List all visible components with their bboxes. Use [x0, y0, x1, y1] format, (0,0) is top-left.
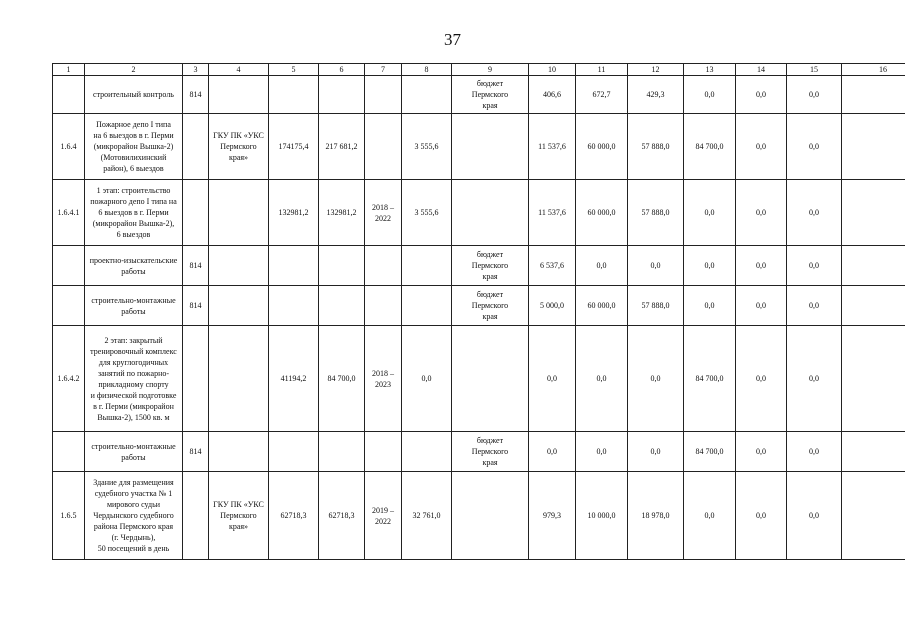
table-cell: 0,0 — [736, 432, 787, 472]
table-cell: 814 — [183, 432, 209, 472]
table-cell: 84 700,0 — [684, 326, 736, 432]
table-row — [53, 180, 905, 246]
table-cell — [452, 326, 529, 432]
table-cell — [402, 432, 452, 472]
table-cell: 0,0 — [787, 326, 842, 432]
table-cell — [842, 286, 905, 326]
table-cell: 2 этап: закрытый тренировочный комплекс для круглогодичных занятий по пожарно- прикладному спорту и физической подготовке в г. Перми (микрорайон Вышка-2), 1500 кв. м — [85, 326, 183, 432]
table-cell — [452, 180, 529, 246]
table-row — [53, 114, 905, 180]
column-header: 14 — [736, 64, 787, 76]
table-cell: 2018 – 2023 — [365, 326, 402, 432]
table-cell: 1.6.5 — [53, 472, 85, 560]
table-cell — [183, 180, 209, 246]
table-cell — [183, 114, 209, 180]
table-cell — [53, 76, 85, 114]
table-cell: 0,0 — [736, 326, 787, 432]
table-cell: 57 888,0 — [628, 114, 684, 180]
table-cell: 1 этап: строительство пожарного депо I типа на 6 выездов в г. Перми (микрорайон Вышка-2), 6 выездов — [85, 180, 183, 246]
table-cell — [319, 246, 365, 286]
table-cell: 2019 – 2022 — [365, 472, 402, 560]
table-cell: 3 555,6 — [402, 114, 452, 180]
table-cell: 0,0 — [736, 246, 787, 286]
table-cell — [269, 246, 319, 286]
column-header: 4 — [209, 64, 269, 76]
table-cell — [365, 76, 402, 114]
column-header: 1 — [53, 64, 85, 76]
table-cell: 0,0 — [787, 286, 842, 326]
table-cell — [183, 326, 209, 432]
table-row — [53, 286, 905, 326]
table-cell: 0,0 — [684, 286, 736, 326]
table-cell — [319, 286, 365, 326]
table-cell: 0,0 — [576, 326, 628, 432]
table-cell — [402, 246, 452, 286]
table-cell: 0,0 — [684, 246, 736, 286]
table-cell — [209, 246, 269, 286]
table-cell: 0,0 — [787, 472, 842, 560]
column-header: 8 — [402, 64, 452, 76]
table-cell: 1.6.4.2 — [53, 326, 85, 432]
table-cell: 0,0 — [402, 326, 452, 432]
table-cell: 1.6.4.1 — [53, 180, 85, 246]
table-cell: 0,0 — [787, 246, 842, 286]
table-cell — [319, 76, 365, 114]
table-cell: строительно-монтажные работы — [85, 432, 183, 472]
table-cell: 0,0 — [529, 432, 576, 472]
table-cell: Здание для размещения судебного участка № 1 мирового судьи Чердынского судебного района Пермского края (г. Чердынь), 50 посещений в день — [85, 472, 183, 560]
table-cell: 132981,2 — [319, 180, 365, 246]
table-cell: 62718,3 — [269, 472, 319, 560]
table-cell — [402, 286, 452, 326]
table-cell: 0,0 — [628, 326, 684, 432]
table-cell — [842, 180, 905, 246]
table-row — [53, 246, 905, 286]
table-row — [53, 432, 905, 472]
table-cell — [209, 180, 269, 246]
column-header: 15 — [787, 64, 842, 76]
table-cell: 10 000,0 — [576, 472, 628, 560]
table-cell: 41194,2 — [269, 326, 319, 432]
column-header: 12 — [628, 64, 684, 76]
table-cell: 0,0 — [628, 246, 684, 286]
table-cell: строительно-монтажные работы — [85, 286, 183, 326]
table-cell: 0,0 — [736, 286, 787, 326]
table-row — [53, 326, 905, 432]
table-cell: 0,0 — [736, 180, 787, 246]
table-cell — [269, 432, 319, 472]
table-cell: 0,0 — [684, 180, 736, 246]
table-cell: 5 000,0 — [529, 286, 576, 326]
table-cell — [209, 76, 269, 114]
table-cell: бюджет Пермского края — [452, 286, 529, 326]
table-cell — [842, 432, 905, 472]
table-cell: 6 537,6 — [529, 246, 576, 286]
table-cell: 2018 – 2022 — [365, 180, 402, 246]
table-cell: бюджет Пермского края — [452, 76, 529, 114]
table-cell — [365, 432, 402, 472]
page-number: 37 — [444, 30, 461, 49]
column-header: 7 — [365, 64, 402, 76]
column-header: 3 — [183, 64, 209, 76]
column-header: 9 — [452, 64, 529, 76]
table-cell: 979,3 — [529, 472, 576, 560]
table-cell: 84 700,0 — [684, 114, 736, 180]
table-cell: 57 888,0 — [628, 286, 684, 326]
table-cell: 62718,3 — [319, 472, 365, 560]
table-cell — [209, 432, 269, 472]
table-cell: 0,0 — [787, 180, 842, 246]
table-cell: 0,0 — [529, 326, 576, 432]
table-cell: 11 537,6 — [529, 180, 576, 246]
table-cell: 0,0 — [684, 76, 736, 114]
table-cell: 57 888,0 — [628, 180, 684, 246]
table-cell — [269, 286, 319, 326]
table-cell: 0,0 — [736, 76, 787, 114]
table-cell: 18 978,0 — [628, 472, 684, 560]
table-cell — [452, 114, 529, 180]
table-cell: бюджет Пермского края — [452, 432, 529, 472]
table-cell: 0,0 — [576, 432, 628, 472]
table-cell: 60 000,0 — [576, 286, 628, 326]
table-row — [53, 76, 905, 114]
column-header: 13 — [684, 64, 736, 76]
table-cell — [365, 246, 402, 286]
table-cell — [183, 472, 209, 560]
table-cell — [53, 432, 85, 472]
table-cell — [842, 326, 905, 432]
table-cell — [319, 432, 365, 472]
table-cell: 11 537,6 — [529, 114, 576, 180]
table-cell — [53, 246, 85, 286]
budget-table — [52, 63, 905, 560]
column-header: 10 — [529, 64, 576, 76]
table-cell: 0,0 — [576, 246, 628, 286]
table-cell: 84 700,0 — [684, 432, 736, 472]
table-cell: 0,0 — [736, 114, 787, 180]
table-cell: 814 — [183, 246, 209, 286]
table-cell — [842, 246, 905, 286]
table-cell: 814 — [183, 286, 209, 326]
table-cell — [209, 326, 269, 432]
table-cell: 0,0 — [787, 114, 842, 180]
table-cell: 0,0 — [787, 76, 842, 114]
header-row — [53, 64, 905, 76]
table-body — [53, 76, 905, 560]
table-cell: 3 555,6 — [402, 180, 452, 246]
table-cell: ГКУ ПК «УКС Пермского края» — [209, 114, 269, 180]
table-cell: 0,0 — [684, 472, 736, 560]
table-cell: 0,0 — [628, 432, 684, 472]
table-cell: 0,0 — [787, 432, 842, 472]
column-header: 2 — [85, 64, 183, 76]
table-cell: 60 000,0 — [576, 180, 628, 246]
table-cell: 132981,2 — [269, 180, 319, 246]
table-cell: строительный контроль — [85, 76, 183, 114]
table-cell: проектно-изыскательские работы — [85, 246, 183, 286]
table-cell — [209, 286, 269, 326]
table-cell: 814 — [183, 76, 209, 114]
table-cell — [53, 286, 85, 326]
table-cell: 60 000,0 — [576, 114, 628, 180]
table-cell — [452, 472, 529, 560]
table-cell: 32 761,0 — [402, 472, 452, 560]
table-cell: 1.6.4 — [53, 114, 85, 180]
table-cell: 406,6 — [529, 76, 576, 114]
table-cell: 84 700,0 — [319, 326, 365, 432]
table-cell — [842, 76, 905, 114]
table-cell: Пожарное депо I типа на 6 выездов в г. Перми (микрорайон Вышка-2) (Мотовилихинский район), 6 выездов — [85, 114, 183, 180]
table-cell — [402, 76, 452, 114]
table-cell: 174175,4 — [269, 114, 319, 180]
column-header: 5 — [269, 64, 319, 76]
table-cell — [365, 114, 402, 180]
column-header: 11 — [576, 64, 628, 76]
column-header: 16 — [842, 64, 905, 76]
table-cell — [269, 76, 319, 114]
table-cell — [842, 472, 905, 560]
table-cell: бюджет Пермского края — [452, 246, 529, 286]
table-cell — [365, 286, 402, 326]
table-cell — [842, 114, 905, 180]
column-header: 6 — [319, 64, 365, 76]
table-cell: 429,3 — [628, 76, 684, 114]
table-cell: 672,7 — [576, 76, 628, 114]
table-cell: 217 681,2 — [319, 114, 365, 180]
table-row — [53, 472, 905, 560]
table-cell: ГКУ ПК «УКС Пермского края» — [209, 472, 269, 560]
table-cell: 0,0 — [736, 472, 787, 560]
